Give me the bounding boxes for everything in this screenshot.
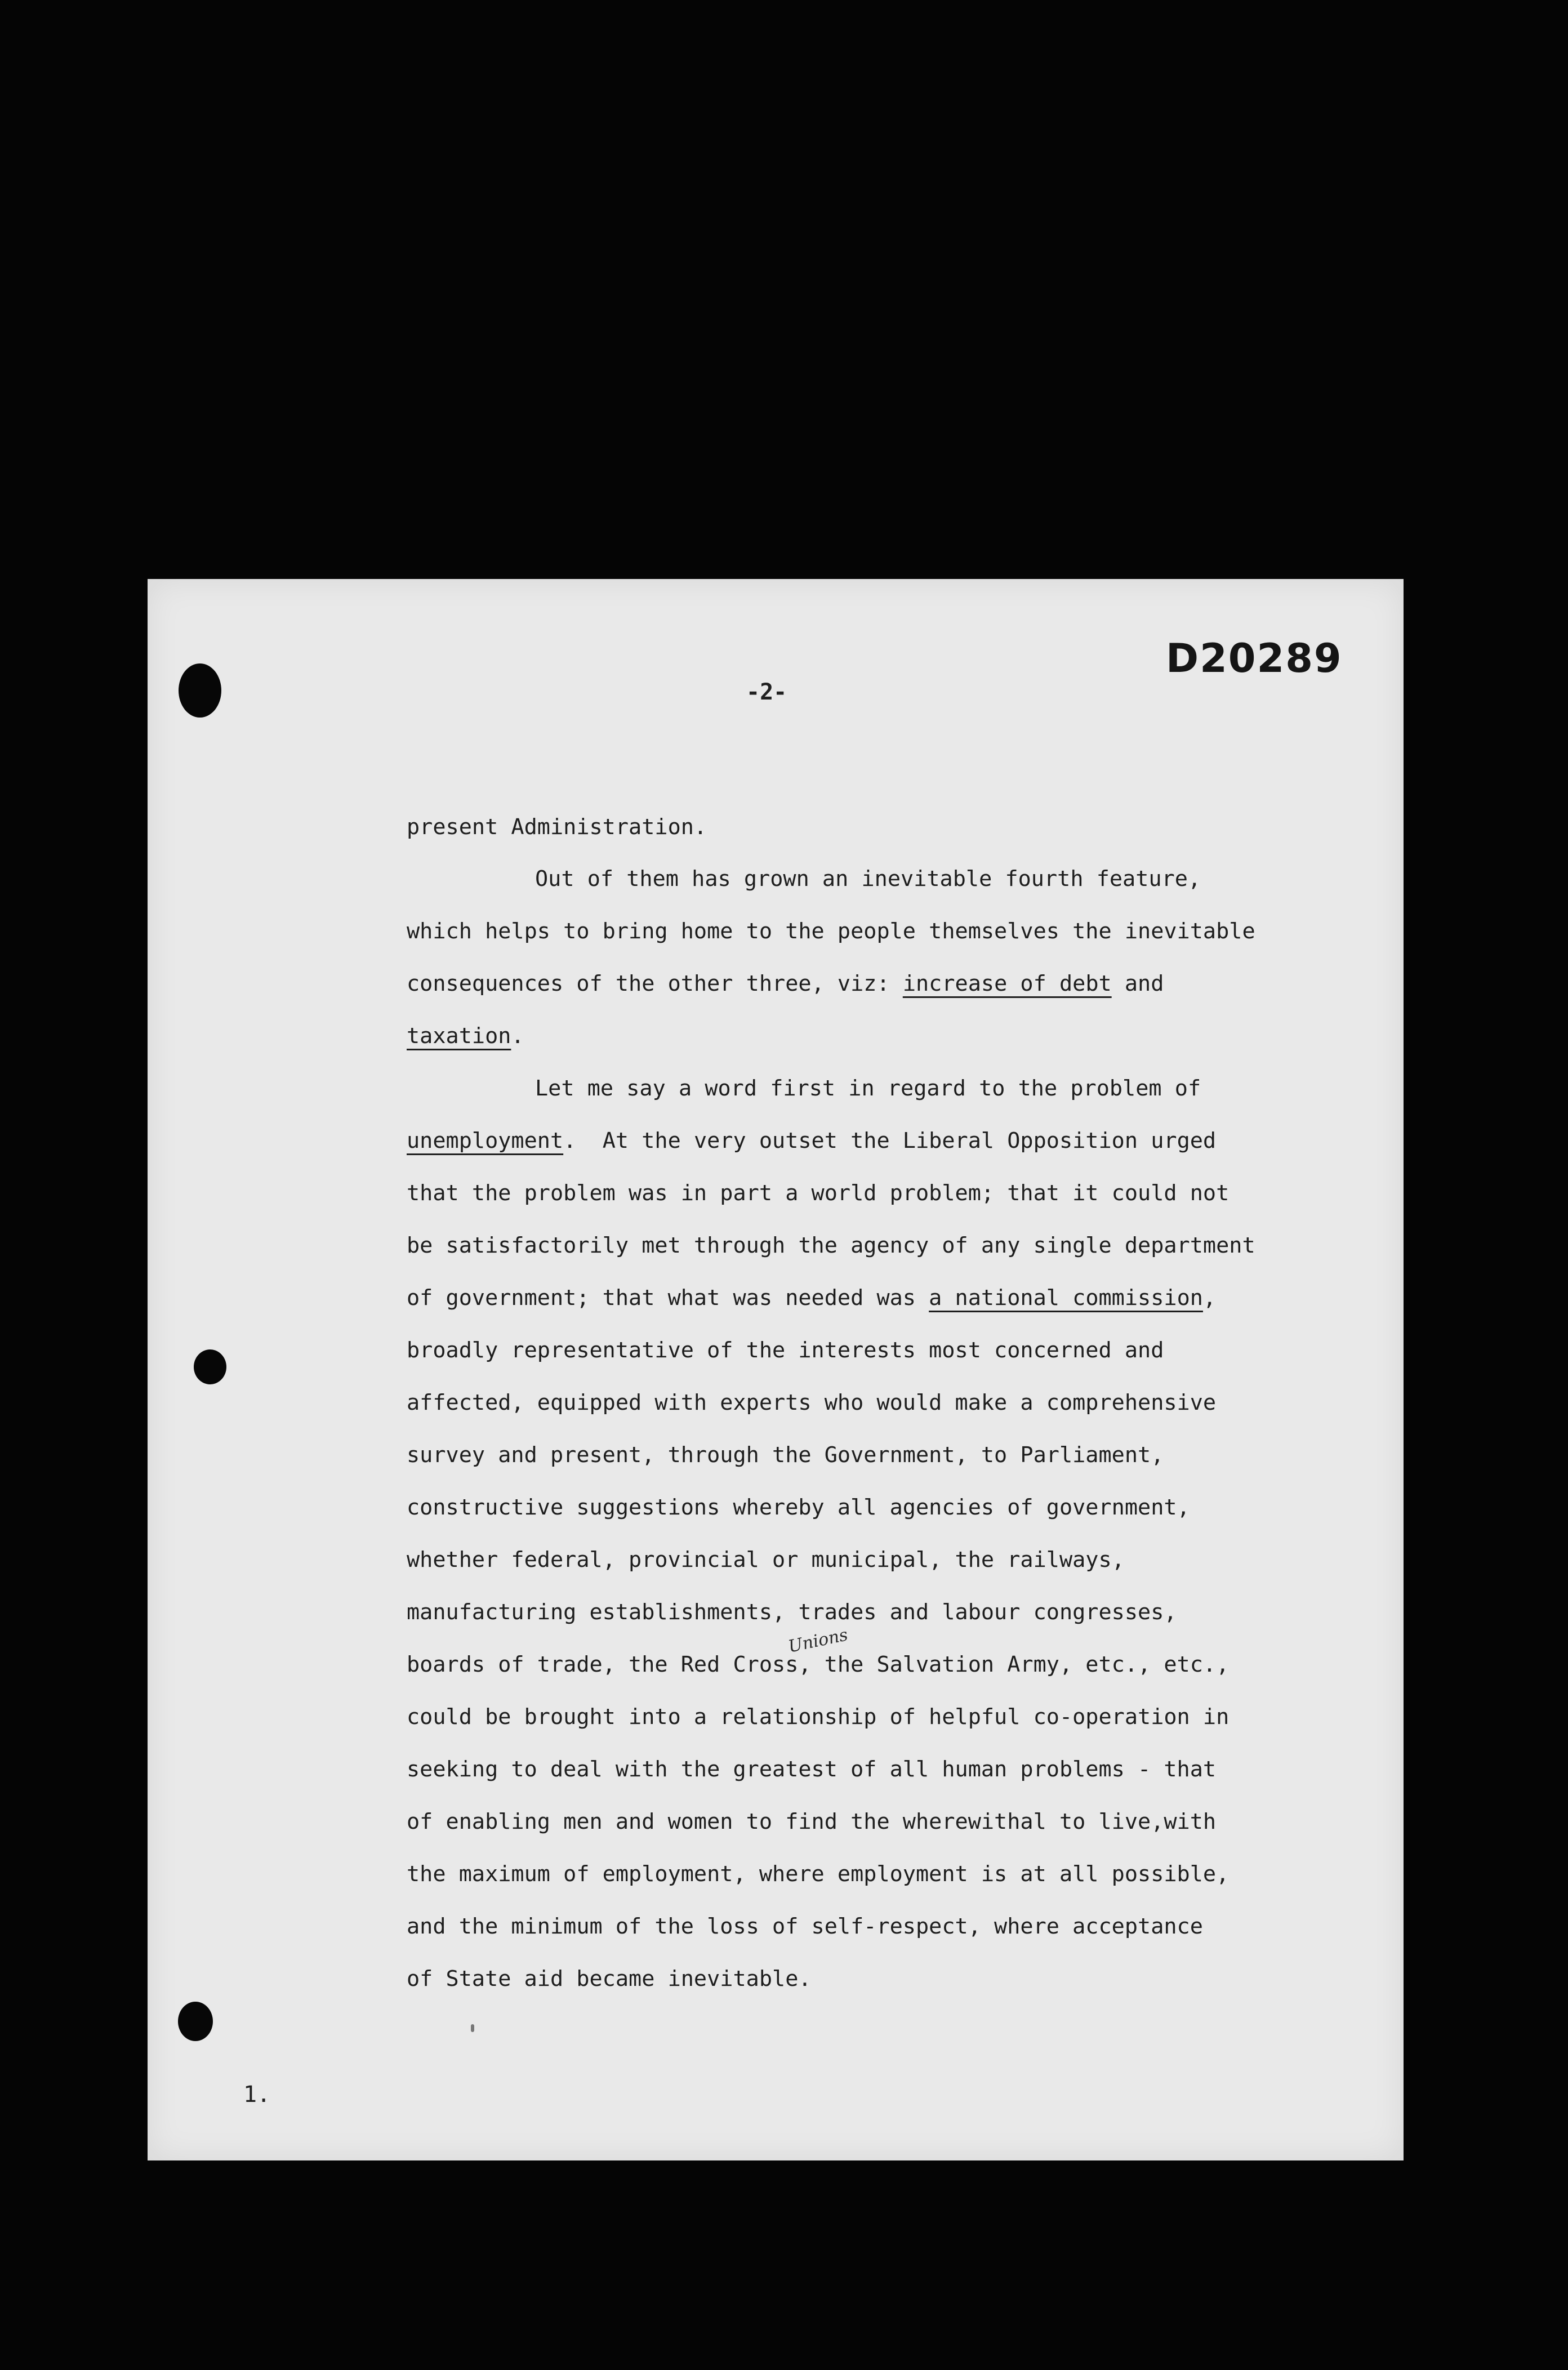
text-line: constructive suggestions whereby all agencies of government, — [407, 1495, 1190, 1520]
text-line: be satisfactorily met through the agency of any single department — [407, 1233, 1255, 1258]
text-line: that the problem was in part a world problem; that it could not — [407, 1180, 1230, 1206]
text-line: of enabling men and women to find the wherewithal to live,with — [407, 1809, 1217, 1834]
underlined-phrase: unemployment — [407, 1128, 564, 1153]
text-line: seeking to deal with the greatest of all human problems - that — [407, 1757, 1217, 1782]
text-line: unemployment. At the very outset the Liberal Opposition urged — [407, 1128, 1217, 1153]
text-line: Out of them has grown an inevitable fourth feature, — [535, 866, 1201, 892]
text-line: could be brought into a relationship of helpful co-operation in — [407, 1704, 1230, 1730]
text-line: affected, equipped with experts who would make a comprehensive — [407, 1390, 1217, 1415]
text-line: of State aid became inevitable. — [407, 1966, 812, 1992]
text-line: consequences of the other three, viz: increase of debt and — [407, 971, 1164, 996]
text-line: of government; that what was needed was a national commission, — [407, 1285, 1217, 1311]
punch-hole — [194, 1349, 226, 1384]
text-line: Let me say a word first in regard to the problem of — [535, 1076, 1201, 1101]
text-line: which helps to bring home to the people themselves the inevitable — [407, 919, 1255, 944]
underlined-phrase: taxation — [407, 1023, 511, 1049]
text-line: the maximum of employment, where employment is at all possible, — [407, 1861, 1230, 1887]
page-number: -2- — [746, 679, 787, 705]
punch-hole — [178, 2002, 213, 2041]
punch-hole — [179, 663, 221, 718]
text-line: broadly representative of the interests most concerned and — [407, 1338, 1164, 1363]
text-line: and the minimum of the loss of self-respect, where acceptance — [407, 1914, 1203, 1939]
document-stamp-number: D20289 — [1166, 635, 1343, 681]
document-page — [148, 579, 1404, 2160]
text-line: manufacturing establishments, trades and labour congresses, — [407, 1600, 1177, 1625]
handwritten-annotation: Unions — [786, 1625, 850, 1657]
text-line: taxation. — [407, 1023, 524, 1049]
text-line: boards of trade, the Red Cross, the Salvation Army, etc., etc., — [407, 1652, 1230, 1677]
underlined-phrase: increase of debt — [902, 971, 1112, 996]
paper-speck — [471, 2024, 474, 2032]
underlined-phrase: a national commission — [929, 1285, 1203, 1311]
footer-number: 1. — [243, 2082, 271, 2108]
text-line: whether federal, provincial or municipal, the railways, — [407, 1547, 1125, 1572]
text-line: present Administration. — [407, 814, 707, 840]
text-line: survey and present, through the Government, to Parliament, — [407, 1442, 1164, 1468]
